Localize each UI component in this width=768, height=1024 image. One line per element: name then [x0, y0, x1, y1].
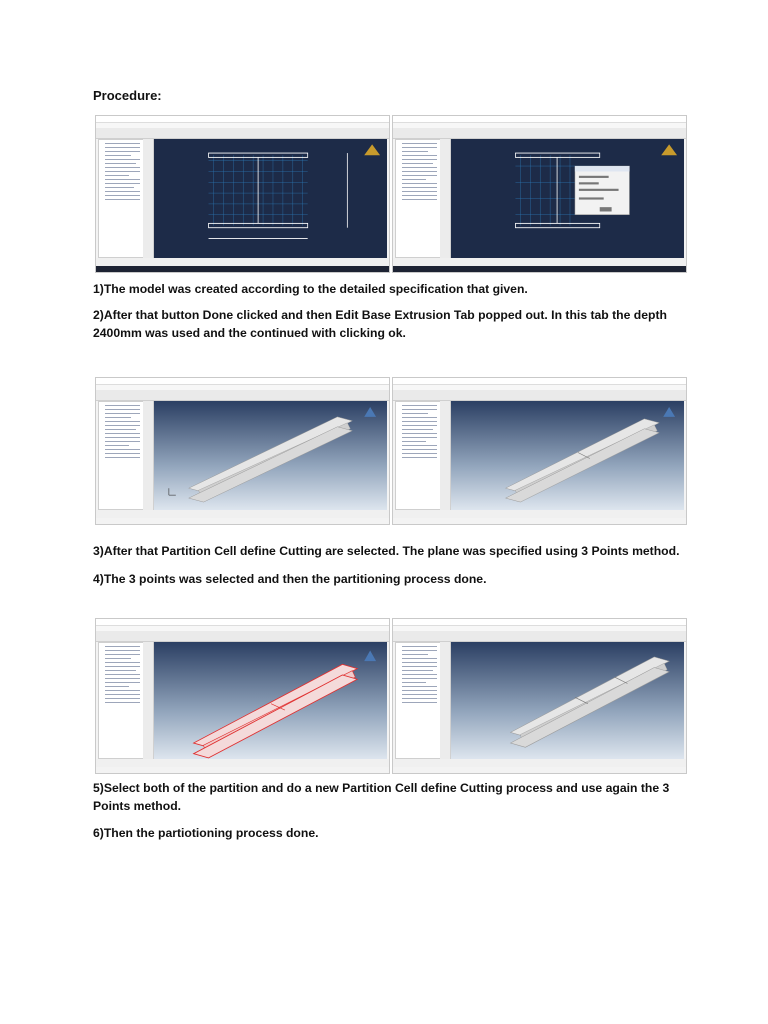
screenshot-edit-base-extrusion: [392, 115, 687, 273]
screenshot-final-partition: [392, 618, 687, 774]
viewport-3d: [451, 401, 684, 510]
viewport-3d: [451, 642, 684, 759]
screenshot-partitioned-beam: [392, 377, 687, 525]
sketch-viewport: [154, 139, 387, 258]
i-beam-3d: [154, 401, 387, 510]
screenshot-selected-partitions: [95, 618, 390, 774]
sketch-viewport: [451, 139, 684, 258]
screenshot-extruded-beam: [95, 377, 390, 525]
step-2-text: 2)After that button Done clicked and then Edit Base Extrusion Tab popped out. In this tab the depth 2400mm was used and the continued with clicking ok.: [93, 308, 667, 340]
step-3-text: 3)After that Partition Cell define Cutting are selected. The plane was specified using 3 Points method.: [93, 544, 680, 558]
model-tree-panel: [98, 401, 144, 510]
page-heading: Procedure:: [93, 88, 162, 103]
screenshot-row-sketch: [95, 115, 687, 273]
model-tree-panel: [98, 139, 144, 258]
screenshot-row-partition: [95, 377, 687, 525]
i-beam-3d-final: [451, 642, 684, 759]
i-section-with-dialog: [451, 139, 684, 258]
model-tree-panel: [395, 642, 441, 759]
i-beam-3d-partitioned: [451, 401, 684, 510]
step-1-text: 1)The model was created according to the detailed specification that given.: [93, 282, 528, 296]
step-4-text: 4)The 3 points was selected and then the partitioning process done.: [93, 572, 487, 586]
model-tree-panel: [395, 139, 441, 258]
screenshot-sketch-profile: [95, 115, 390, 273]
viewport-3d: [154, 642, 387, 759]
viewport-3d: [154, 401, 387, 510]
model-tree-panel: [98, 642, 144, 759]
model-tree-panel: [395, 401, 441, 510]
step-6-text: 6)Then the partiotioning process done.: [93, 826, 319, 840]
i-beam-3d-selected: [154, 642, 387, 759]
step-5-text: 5)Select both of the partition and do a new Partition Cell define Cutting process and use again the 3 Points method.: [93, 781, 670, 813]
screenshot-row-second-partition: [95, 618, 687, 774]
i-section-sketch: [154, 139, 387, 258]
